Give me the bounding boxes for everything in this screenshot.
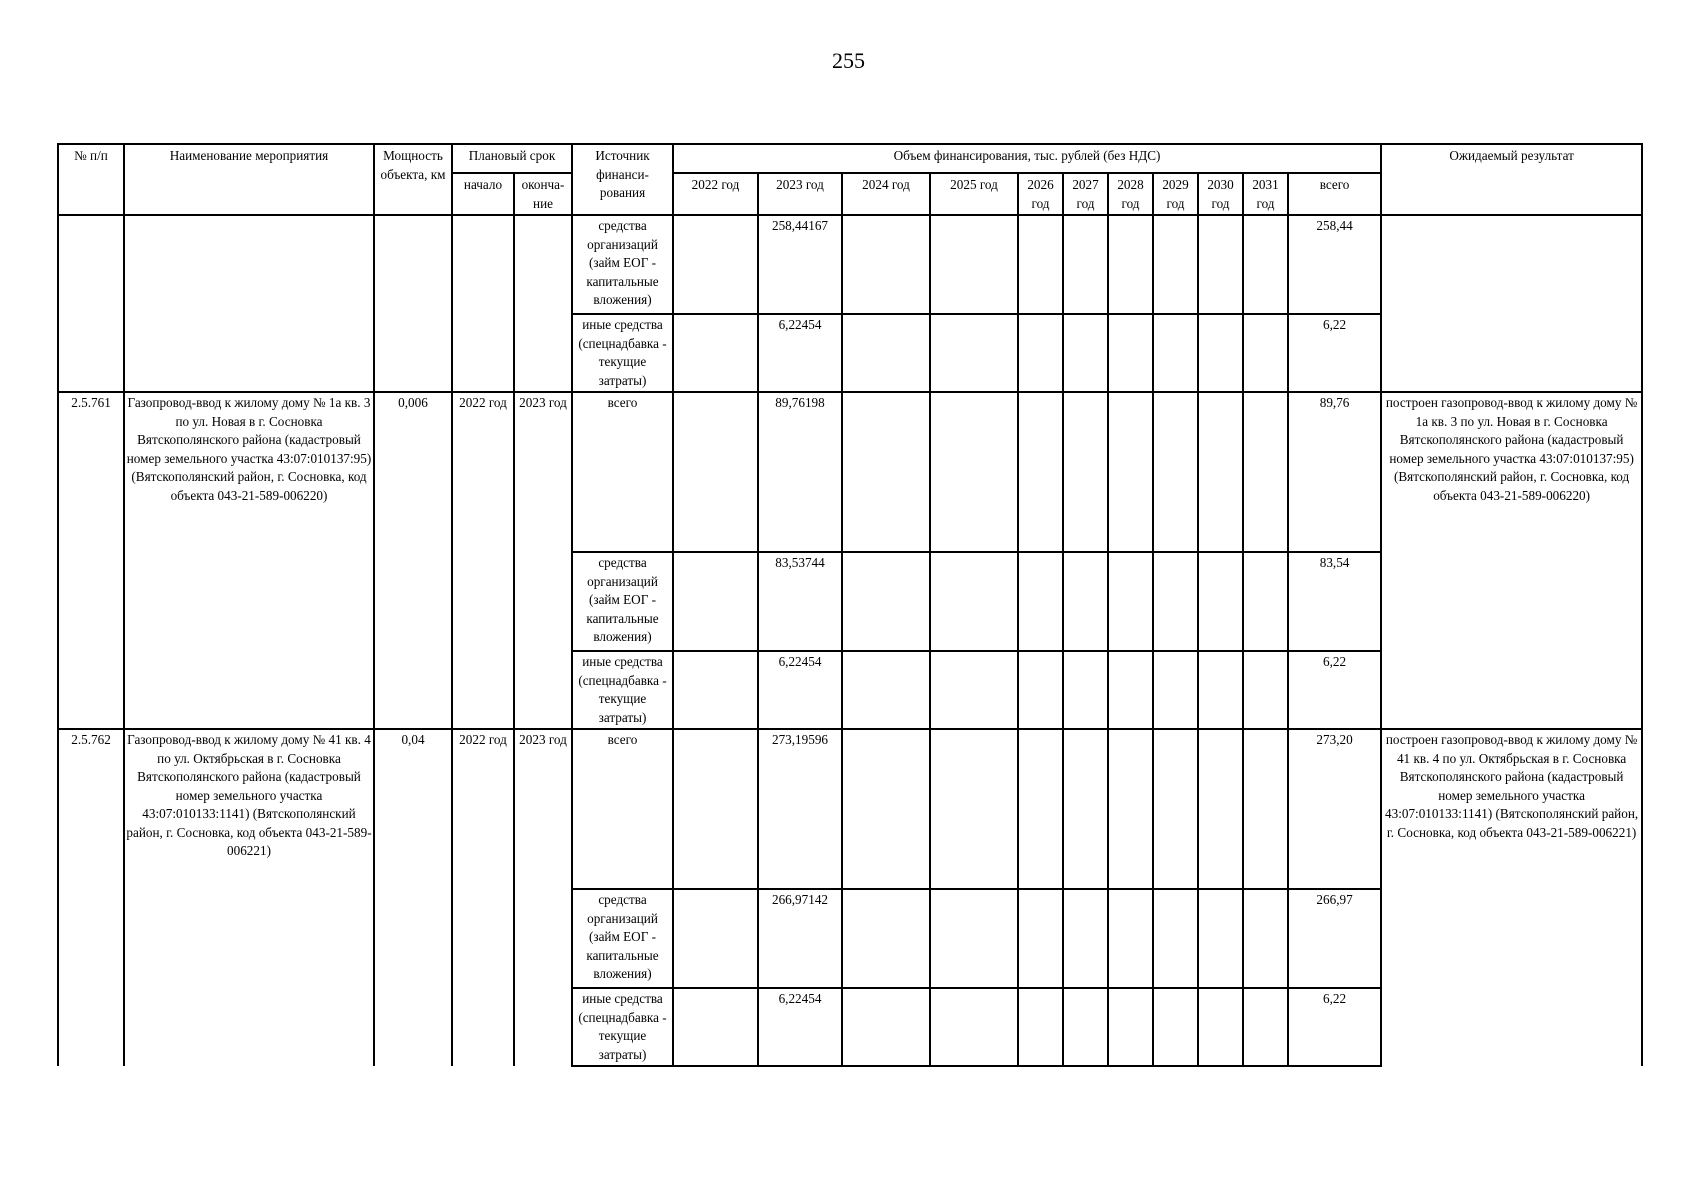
- header-year-2030: 2030 год: [1198, 173, 1243, 215]
- cell-source: средства организаций (займ ЕОГ - капитальные вложения): [572, 889, 673, 988]
- cell-result: [1381, 215, 1642, 392]
- cell-total: 89,76: [1288, 392, 1381, 552]
- table-row: [58, 392, 1642, 552]
- header-term-start: начало: [452, 173, 514, 215]
- cell-total: 266,97: [1288, 889, 1381, 988]
- header-name: Наименование мероприятия: [124, 144, 374, 215]
- cell-total: 6,22: [1288, 651, 1381, 729]
- header-year-2026: 2026 год: [1018, 173, 1063, 215]
- cell-2023: 266,97142: [758, 889, 842, 988]
- header-year-2031: 2031 год: [1243, 173, 1288, 215]
- cell-source: иные средства (спецнадбавка - текущие затраты): [572, 314, 673, 392]
- cell-power: 0,04: [374, 729, 452, 1066]
- cell-result: построен газопровод-ввод к жилому дому № 41 кв. 4 по ул. Октябрьская в г. Сосновка Вятскополянского района (кадастровый номер земельного участка 43:07:010133:1141) (Вятскополянский район, г. Сосновка, код объекта 043-21-589-006221): [1381, 729, 1642, 1066]
- cell-2023: 6,22454: [758, 988, 842, 1066]
- header-term-end: оконча-ние: [514, 173, 572, 215]
- cell-source: средства организаций (займ ЕОГ - капитальные вложения): [572, 215, 673, 314]
- cell-name: Газопровод-ввод к жилому дому № 1а кв. 3 по ул. Новая в г. Сосновка Вятскополянского района (кадастровый номер земельного участка 43:07:010137:95) (Вятскополянский район, г. Сосновка, код объекта 043-21-589-006220): [124, 392, 374, 729]
- cell-start: 2022 год: [452, 729, 514, 1066]
- cell-source: всего: [572, 729, 673, 889]
- cell-end: [514, 215, 572, 392]
- header-year-2022: 2022 год: [673, 173, 758, 215]
- cell-total: 6,22: [1288, 988, 1381, 1066]
- cell-name: [124, 215, 374, 392]
- cell-2023: 273,19596: [758, 729, 842, 889]
- cell-2023: 83,53744: [758, 552, 842, 651]
- header-year-2023: 2023 год: [758, 173, 842, 215]
- header-power: Мощность объекта, км: [374, 144, 452, 215]
- cell-source: иные средства (спецнадбавка - текущие затраты): [572, 651, 673, 729]
- header-source: Источник финанси-рования: [572, 144, 673, 215]
- cell-start: [452, 215, 514, 392]
- cell-source: всего: [572, 392, 673, 552]
- cell-num: [58, 215, 124, 392]
- cell-num: 2.5.761: [58, 392, 124, 729]
- cell-total: 83,54: [1288, 552, 1381, 651]
- cell-2023: 6,22454: [758, 651, 842, 729]
- cell-power: 0,006: [374, 392, 452, 729]
- cell-result: построен газопровод-ввод к жилому дому № 1а кв. 3 по ул. Новая в г. Сосновка Вятскополянского района (кадастровый номер земельного участка 43:07:010137:95) (Вятскополянский район, г. Сосновка, код объекта 043-21-589-006220): [1381, 392, 1642, 729]
- cell-num: 2.5.762: [58, 729, 124, 1066]
- header-total: всего: [1288, 173, 1381, 215]
- header-num: № п/п: [58, 144, 124, 215]
- cell-2022: [673, 215, 758, 314]
- cell-total: 273,20: [1288, 729, 1381, 889]
- cell-total: 6,22: [1288, 314, 1381, 392]
- header-year-2025: 2025 год: [930, 173, 1018, 215]
- cell-total: 258,44: [1288, 215, 1381, 314]
- cell-name: Газопровод-ввод к жилому дому № 41 кв. 4 по ул. Октябрьская в г. Сосновка Вятскополянского района (кадастровый номер земельного участка 43:07:010133:1141) (Вятскополянский район, г. Сосновка, код объекта 043-21-589-006221): [124, 729, 374, 1066]
- cell-end: 2023 год: [514, 729, 572, 1066]
- header-year-2029: 2029 год: [1153, 173, 1198, 215]
- cell-source: средства организаций (займ ЕОГ - капитальные вложения): [572, 552, 673, 651]
- header-year-2028: 2028 год: [1108, 173, 1153, 215]
- cell-power: [374, 215, 452, 392]
- cell-2023: 89,76198: [758, 392, 842, 552]
- cell-2023: 6,22454: [758, 314, 842, 392]
- header-row-top: [58, 144, 1642, 173]
- page-number: 255: [832, 48, 865, 73]
- table-row: [58, 729, 1642, 889]
- header-year-2027: 2027 год: [1063, 173, 1108, 215]
- cell-source: иные средства (спецнадбавка - текущие затраты): [572, 988, 673, 1066]
- cell-start: 2022 год: [452, 392, 514, 729]
- header-result: Ожидаемый результат: [1381, 144, 1642, 215]
- cell-2023: 258,44167: [758, 215, 842, 314]
- table-row: [58, 215, 1642, 314]
- header-volume: Объем финансирования, тыс. рублей (без НДС): [673, 144, 1381, 173]
- header-year-2024: 2024 год: [842, 173, 930, 215]
- cell-end: 2023 год: [514, 392, 572, 729]
- financing-table: [57, 143, 1643, 1067]
- header-term: Плановый срок: [452, 144, 572, 173]
